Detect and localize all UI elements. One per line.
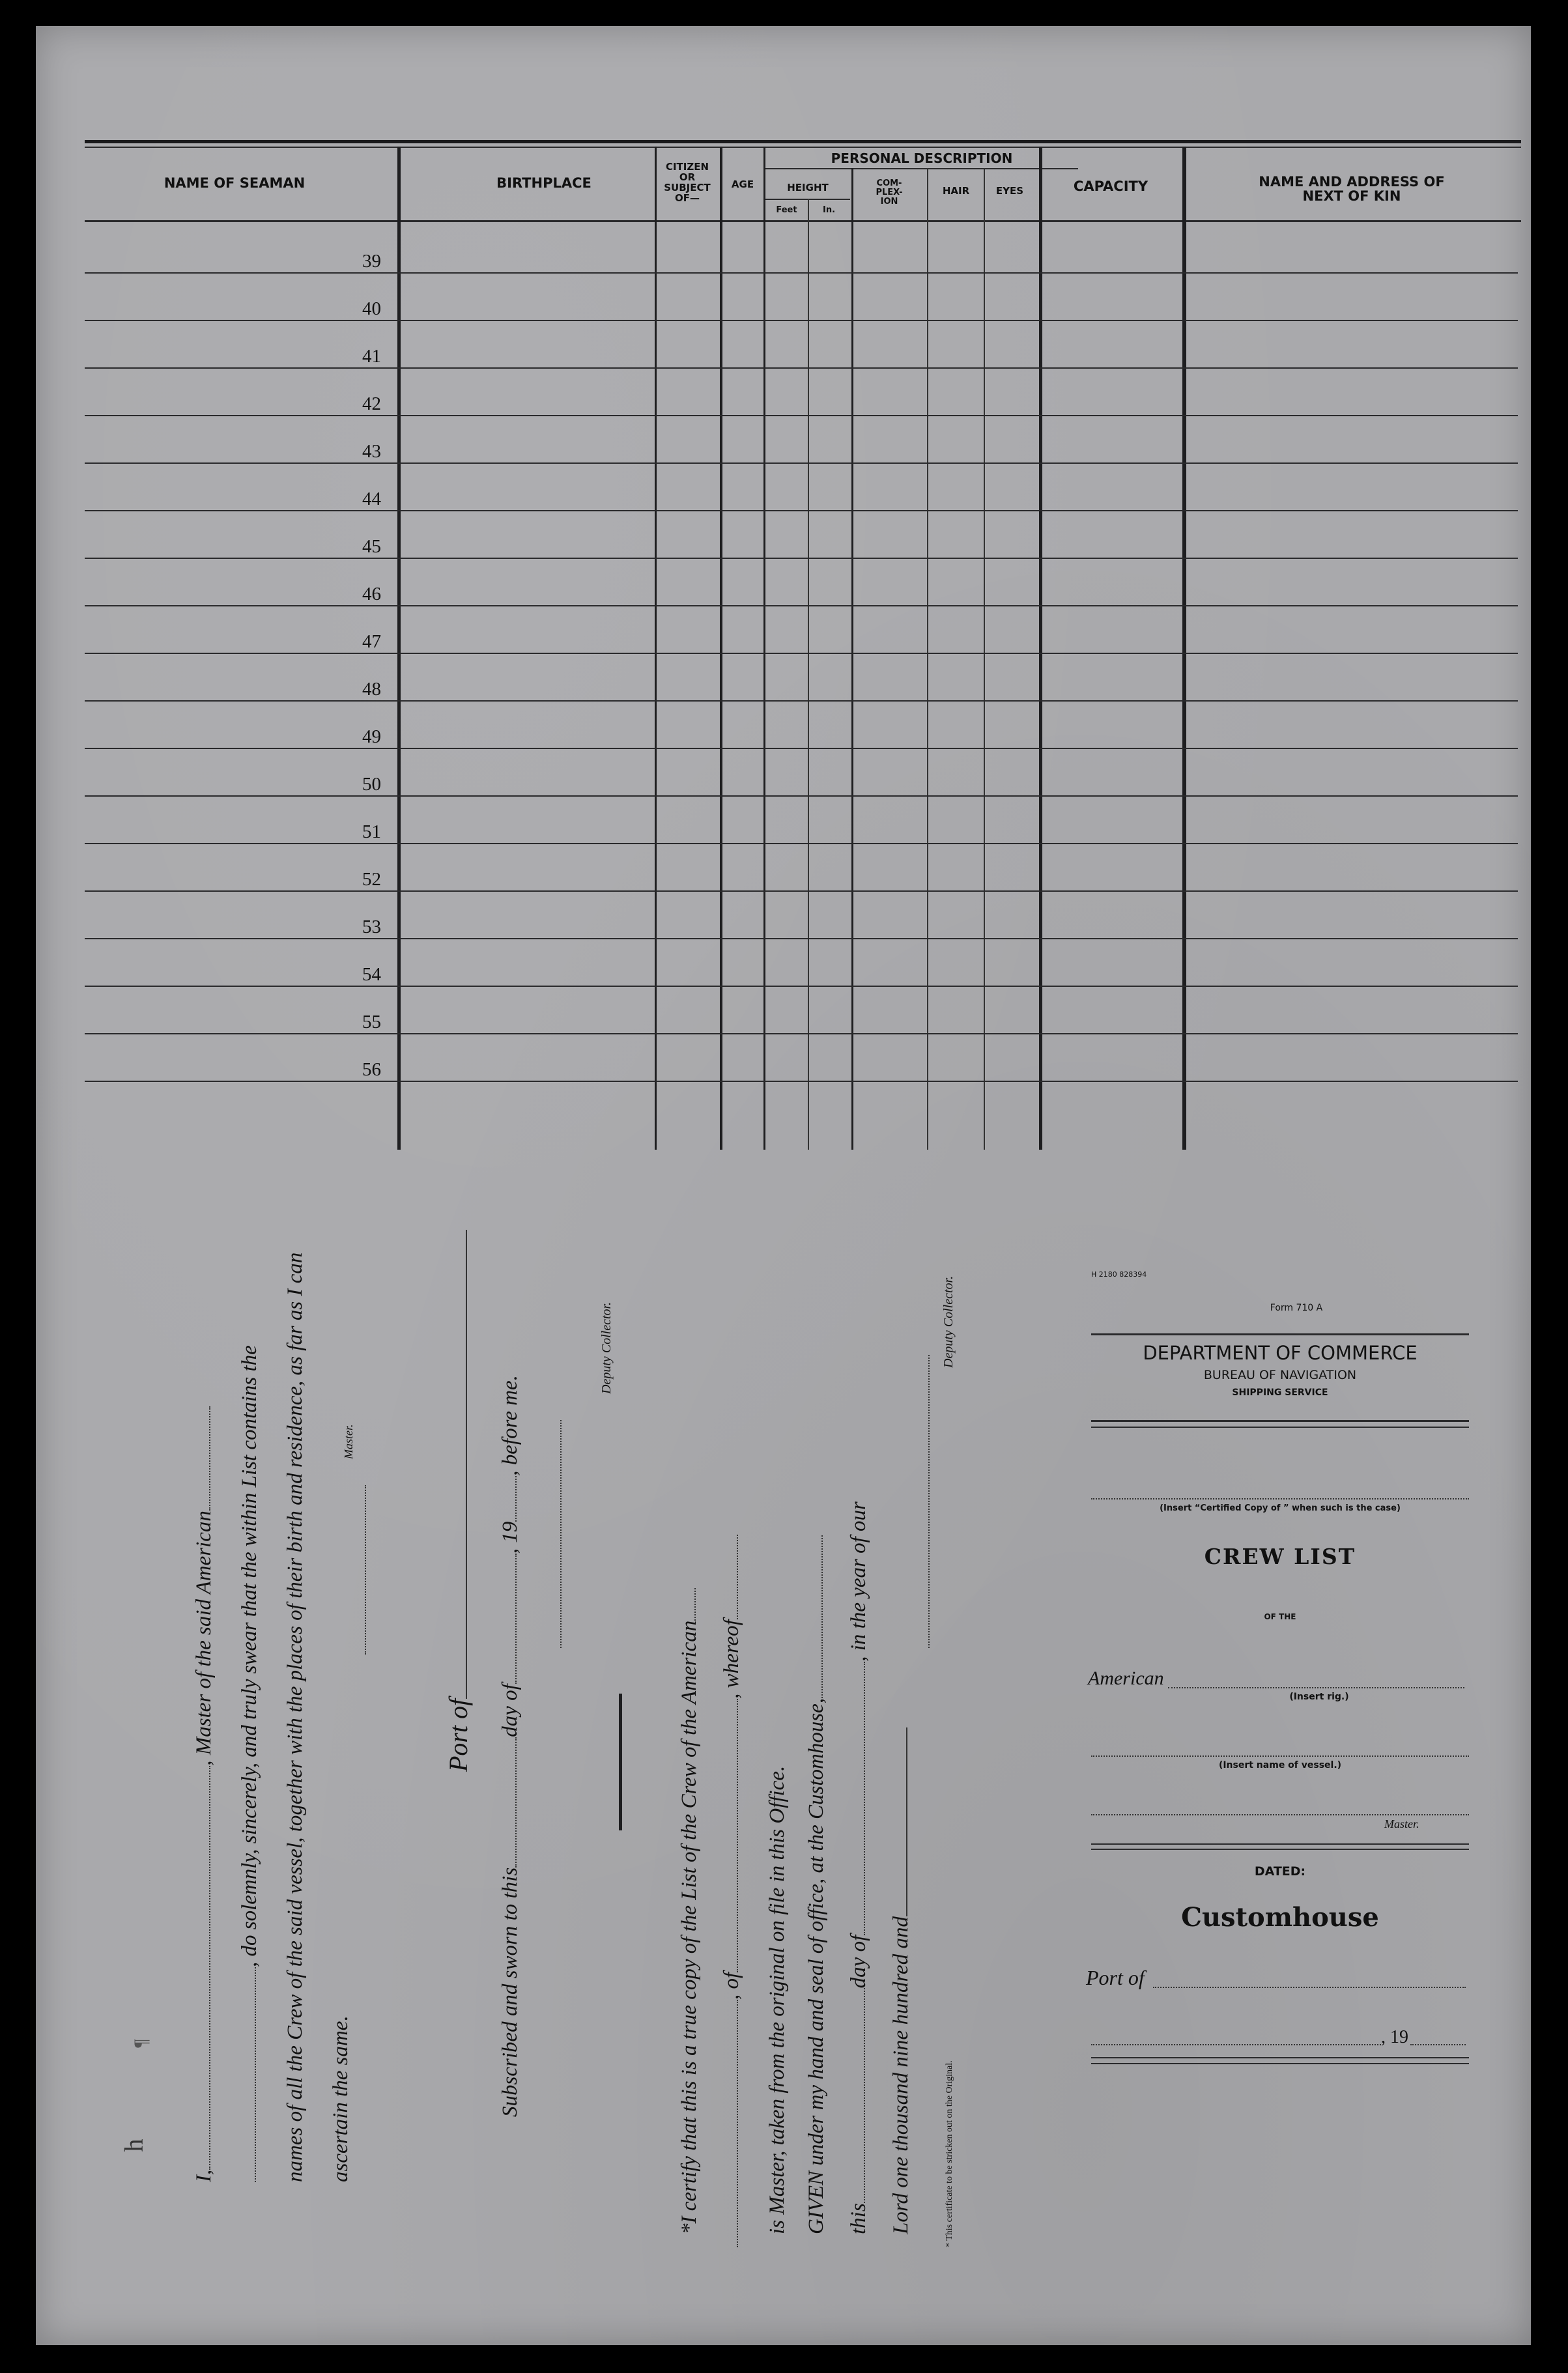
row-number: 39	[362, 251, 381, 272]
oath-port-of: Port of	[443, 1230, 474, 1772]
table-top-rule	[85, 140, 1521, 143]
row-number: 51	[362, 821, 381, 842]
table-row-rule	[85, 700, 1518, 702]
certify-line-5: thisday of, in the year of our	[847, 1501, 870, 2234]
table-row-rule	[85, 890, 1518, 892]
header-height: HEIGHT	[787, 182, 829, 193]
master-signature-line	[365, 1485, 366, 1655]
form-rule-3	[1091, 1427, 1469, 1428]
row-number: 54	[362, 964, 381, 985]
oath-line-3: names of all the Crew of the said vessel, together with the places of their birth and residence, as far as I can	[283, 1252, 307, 2182]
deputy-signature-line-2	[928, 1355, 930, 1648]
table-row-rule	[85, 367, 1518, 369]
col-line-7	[927, 168, 928, 1150]
certify-footnote: * This certificate to be stricken out on the Original.	[945, 2060, 954, 2247]
certify-line-2: , of, whereof	[720, 1535, 744, 2247]
header-feet: Feet	[776, 205, 797, 215]
row-number: 40	[362, 298, 381, 319]
col-line-3	[720, 147, 722, 1150]
form-port-line	[1153, 1987, 1466, 1988]
form-master-label: Master.	[1384, 1817, 1419, 1830]
row-number: 56	[362, 1059, 381, 1080]
oath-deputy-1: Deputy Collector.	[599, 1301, 614, 1394]
row-number: 45	[362, 536, 381, 557]
certify-deputy-2: Deputy Collector.	[941, 1275, 956, 1368]
row-number: 53	[362, 917, 381, 937]
form-rule-5	[1091, 1849, 1469, 1850]
margin-mark-2: ¶	[130, 2039, 152, 2048]
form-year-line	[1410, 2044, 1466, 2045]
table-row-rule	[85, 1081, 1518, 1082]
col-line-6	[851, 168, 853, 1150]
table-row-rule	[85, 1033, 1518, 1034]
row-number: 50	[362, 774, 381, 795]
header-inches: In.	[822, 205, 836, 215]
col-line-5	[808, 199, 809, 1150]
form-american-label: American	[1088, 1668, 1164, 1689]
row-number: 42	[362, 393, 381, 414]
form-insert-rig: (Insert rig.)	[1289, 1692, 1349, 1702]
table-row-rule	[85, 795, 1518, 797]
form-number: Form 710 A	[1270, 1303, 1323, 1313]
crew-list-sheet	[36, 26, 1531, 2345]
certify-line-3: is Master, taken from the original on file in this Office.	[765, 1765, 789, 2234]
form-rig-line	[1168, 1687, 1464, 1688]
col-line-10	[1182, 147, 1186, 1150]
col-line-8	[984, 168, 985, 1150]
certify-line-4: GIVEN under my hand and seal of office, at the Customhouse,	[805, 1535, 829, 2234]
form-service: SHIPPING SERVICE	[1232, 1387, 1328, 1398]
form-dept: DEPARTMENT OF COMMERCE	[1143, 1342, 1418, 1364]
deputy-signature-line-1	[560, 1420, 562, 1648]
header-complexion: COM- PLEX- ION	[876, 178, 903, 206]
header-citizen: CITIZEN OR SUBJECT OF—	[664, 161, 711, 204]
table-row-rule	[85, 653, 1518, 654]
form-rule-4	[1091, 1843, 1469, 1845]
form-vessel-line	[1091, 1755, 1469, 1757]
header-eyes: EYES	[995, 185, 1024, 197]
row-number: 44	[362, 489, 381, 509]
header-birthplace: BIRTHPLACE	[496, 175, 592, 191]
table-top-rule-2	[85, 147, 1521, 148]
oath-line-4: ascertain the same.	[329, 2015, 352, 2182]
table-row-rule	[85, 272, 1518, 274]
oath-master-label: Master.	[342, 1424, 355, 1459]
header-next-of-kin: NAME AND ADDRESS OF NEXT OF KIN	[1259, 174, 1445, 204]
table-row-rule	[85, 986, 1518, 987]
section-divider	[619, 1694, 622, 1830]
form-master-line	[1091, 1814, 1469, 1815]
oath-subscribed: Subscribed and sworn to thisday of, 19, before me.	[498, 1375, 522, 2117]
col-line-4	[763, 147, 765, 1150]
row-number: 46	[362, 584, 381, 604]
col-line-1	[397, 147, 401, 1150]
header-hair: HAIR	[942, 185, 970, 197]
table-row-rule	[85, 605, 1518, 606]
row-number: 47	[362, 631, 381, 652]
table-row-rule	[85, 748, 1518, 749]
table-row-rule	[85, 462, 1518, 464]
oath-line-2: , do solemnly, sincerely, and truly swear that the within List contains the	[238, 1345, 262, 2182]
row-number: 55	[362, 1012, 381, 1032]
form-rule-6	[1091, 2057, 1469, 2058]
certified-copy-line	[1091, 1498, 1469, 1499]
row-number: 52	[362, 869, 381, 890]
row-number: 49	[362, 726, 381, 747]
table-row-rule	[85, 938, 1518, 939]
form-of-the: OF THE	[1264, 1612, 1296, 1621]
col-line-2	[655, 147, 657, 1150]
row-number: 41	[362, 346, 381, 367]
header-personal-description: PERSONAL DESCRIPTION	[831, 150, 1013, 166]
header-bottom-rule	[85, 220, 1521, 222]
form-customhouse: Customhouse	[1181, 1902, 1379, 1933]
certify-line-1: *I certify that this is a true copy of the List of the Crew of the American	[677, 1588, 702, 2234]
form-rule-7	[1091, 2063, 1469, 2064]
header-name-of-seaman: NAME OF SEAMAN	[164, 175, 306, 191]
form-nineteen: , 19	[1381, 2027, 1408, 2047]
form-title: CREW LIST	[1204, 1544, 1356, 1569]
personal-rule	[765, 168, 1078, 169]
form-rule-1	[1091, 1333, 1469, 1335]
table-row-rule	[85, 843, 1518, 844]
form-rule-2	[1091, 1420, 1469, 1422]
header-age: AGE	[731, 178, 754, 190]
oath-line-1: I,, Master of the said American	[192, 1406, 216, 2182]
header-capacity: CAPACITY	[1073, 178, 1148, 194]
form-port-of-label: Port of	[1086, 1966, 1145, 1989]
col-line-9	[1039, 147, 1042, 1150]
row-number: 43	[362, 441, 381, 462]
row-number: 48	[362, 679, 381, 700]
form-date-line	[1091, 2044, 1381, 2045]
form-bureau: BUREAU OF NAVIGATION	[1203, 1368, 1357, 1382]
form-dated: DATED:	[1254, 1864, 1306, 1879]
form-insert-copy: (Insert “Certified Copy of ” when such is the case)	[1160, 1503, 1401, 1513]
form-insert-vessel: (Insert name of vessel.)	[1218, 1760, 1342, 1770]
margin-mark-1: h	[119, 2139, 149, 2152]
certify-line-6: Lord one thousand nine hundred and	[889, 1727, 913, 2234]
table-row-rule	[85, 558, 1518, 559]
table-row-rule	[85, 510, 1518, 511]
table-row-rule	[85, 320, 1518, 321]
table-row-rule	[85, 415, 1518, 416]
form-code: H 2180 828394	[1091, 1270, 1147, 1279]
